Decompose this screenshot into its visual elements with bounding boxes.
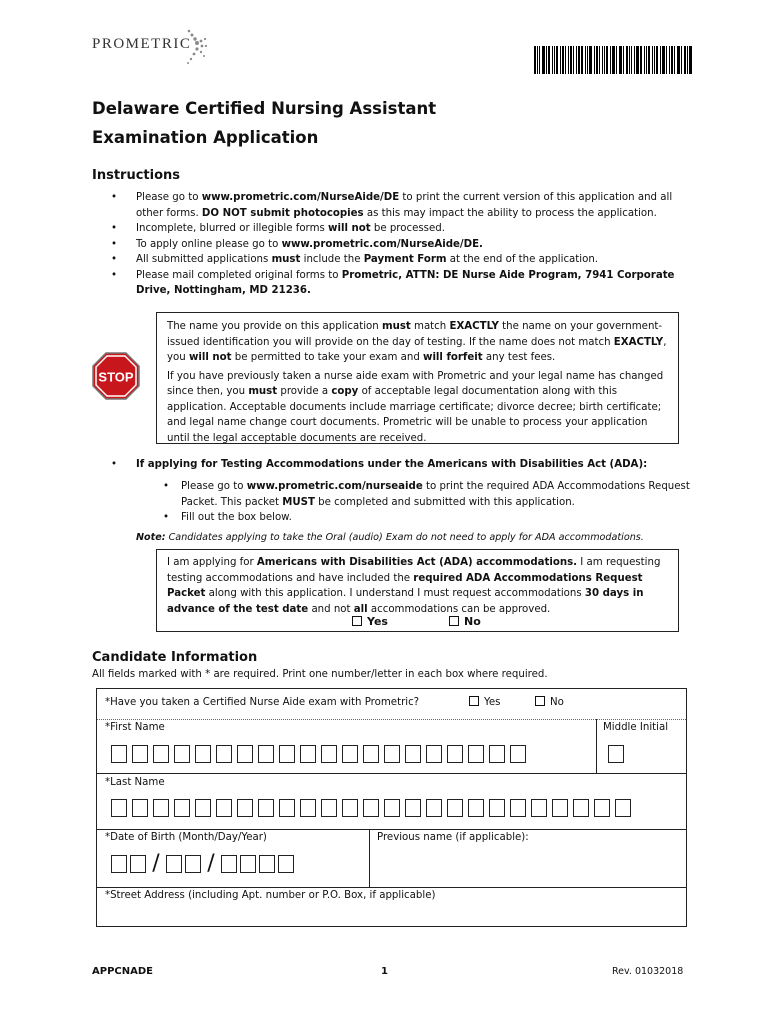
text: To apply online please go to [136, 238, 282, 250]
barcode-image [534, 46, 694, 74]
barcode-bar [534, 46, 536, 74]
barcode-bar [606, 46, 608, 74]
first-name-letter-box[interactable] [111, 745, 127, 763]
form-code: APPCNADE [92, 966, 153, 977]
barcode-bar [568, 46, 569, 74]
text: any test fees. [482, 352, 556, 363]
candidate-info-subtext: All fields marked with * are required. Print one number/letter in each box where required. [92, 669, 548, 680]
barcode-bar [585, 46, 586, 74]
first-name-letter-box[interactable] [510, 745, 526, 763]
last-name-boxes[interactable] [111, 799, 631, 817]
barcode-bar [542, 46, 545, 74]
barcode-bar [640, 46, 642, 74]
barcode-bar [565, 46, 566, 74]
dob-year-box[interactable] [240, 855, 256, 873]
barcode-bar [556, 46, 558, 74]
instruction-item [92, 252, 692, 268]
first-name-label: *First Name [105, 722, 165, 733]
last-name-letter-box[interactable] [552, 799, 568, 817]
page-title-line1: Delaware Certified Nursing Assistant [92, 99, 437, 118]
barcode-bar [623, 46, 624, 74]
first-name-letter-box[interactable] [321, 745, 337, 763]
note-text: Candidates applying to take the Oral (audio) Exam do not need to apply for ADA accommodations. [165, 532, 644, 543]
first-name-letter-box[interactable] [405, 745, 421, 763]
emphasis: EXACTLY [449, 321, 499, 332]
barcode-bar [589, 46, 592, 74]
barcode-bar [644, 46, 645, 74]
first-name-letter-box[interactable] [132, 745, 148, 763]
page-title-line2: Examination Application [92, 128, 319, 147]
dob-year-box[interactable] [278, 855, 294, 873]
text: include the [300, 254, 364, 265]
last-name-letter-box[interactable] [489, 799, 505, 817]
barcode-bar [646, 46, 647, 74]
barcode-bar [636, 46, 639, 74]
middle-initial-label: Middle Initial [603, 722, 669, 733]
revision-code: Rev. 01032018 [612, 966, 684, 977]
first-name-letter-box[interactable] [426, 745, 442, 763]
barcode-bar [599, 46, 600, 74]
first-name-letter-box[interactable] [279, 745, 295, 763]
emphasis: copy [331, 386, 359, 397]
date-separator: / [152, 851, 160, 876]
instruction-item [92, 268, 692, 299]
prior-exam-row [97, 689, 686, 720]
name-match-notice-box [156, 312, 679, 444]
last-name-label: *Last Name [105, 777, 165, 788]
text: at the end of the application. [446, 254, 599, 265]
checkbox-icon[interactable] [449, 616, 459, 626]
stop-sign-icon [92, 352, 140, 400]
barcode-bar [626, 46, 628, 74]
instruction-item [92, 237, 692, 253]
note-label: Note: [136, 532, 166, 543]
website-link[interactable]: www.prometric.com/NurseAide/DE. [281, 238, 483, 250]
barcode-bar [539, 46, 540, 74]
last-name-letter-box[interactable] [321, 799, 337, 817]
text: and not [308, 603, 354, 615]
prior-exam-no-option[interactable] [535, 697, 564, 708]
text: of acceptable legal documentation along with this application. Acceptable documents include marriage certificate; divorce decree; birth certificate; and legal name change court documents. Prometric will be unable to process your application until the legal acceptable documents are received. [167, 386, 662, 444]
last-name-letter-box[interactable] [384, 799, 400, 817]
emphasis: will forfeit [423, 352, 483, 363]
barcode-bar [578, 46, 580, 74]
emphasis: all [353, 603, 368, 615]
last-name-letter-box[interactable] [510, 799, 526, 817]
candidate-info-heading: Candidate Information [92, 650, 258, 665]
text: All submitted applications [136, 254, 272, 265]
barcode-bar [687, 46, 688, 74]
ada-sublist [92, 479, 692, 526]
barcode-bar [596, 46, 598, 74]
last-name-letter-box[interactable] [594, 799, 610, 817]
barcode-bar [604, 46, 605, 74]
barcode-bar [629, 46, 630, 74]
ada-request-text [167, 555, 668, 617]
text: to print the current version of this application and all other forms. [136, 192, 673, 219]
text: Please go to [181, 481, 247, 492]
barcode-bar [552, 46, 553, 74]
barcode-bar [548, 46, 550, 74]
first-name-letter-box[interactable] [216, 745, 232, 763]
ada-item [92, 510, 692, 526]
website-link[interactable]: www.prometric.com/nurseaide [246, 481, 423, 492]
barcode-bar [652, 46, 653, 74]
ada-heading-list [92, 457, 692, 473]
barcode-bar [594, 46, 595, 74]
barcode-bar [677, 46, 678, 74]
previous-name-label[interactable]: Previous name (if applicable): [377, 832, 529, 843]
prior-exam-yes-option[interactable] [469, 697, 500, 708]
emphasis: must [381, 321, 411, 332]
last-name-letter-box[interactable] [279, 799, 295, 817]
street-address-row[interactable] [97, 887, 686, 927]
text: to print the required ADA Accommodations Request Packet. This packet [181, 481, 690, 508]
text: I am applying for [167, 557, 257, 568]
first-name-letter-box[interactable] [237, 745, 253, 763]
text: Fill out the box below. [181, 512, 292, 523]
emphasis: must [271, 254, 301, 265]
no-label: No [464, 615, 481, 628]
text: Please mail completed original forms to [136, 269, 342, 281]
first-name-letter-box[interactable] [447, 745, 463, 763]
barcode-bar [573, 46, 574, 74]
checkbox-icon[interactable] [352, 616, 362, 626]
emphasis: MUST [282, 496, 315, 508]
barcode-bar [576, 46, 577, 74]
text: Please go to [136, 192, 202, 203]
text: I am requesting testing accommodations and have included the [167, 557, 661, 584]
dob-row [97, 829, 686, 888]
candidate-info-form [96, 688, 687, 927]
checkbox-icon[interactable] [535, 696, 545, 706]
prometric-logo-mark-icon [184, 27, 210, 67]
middle-initial-box[interactable] [608, 745, 624, 763]
street-address-label: *Street Address (including Apt. number or P.O. Box, if applicable) [105, 890, 436, 901]
barcode-bar [619, 46, 620, 74]
first-name-letter-box[interactable] [258, 745, 274, 763]
ada-heading-text: If applying for Testing Accommodations under the Americans with Disabilities Act (ADA): [136, 459, 648, 470]
first-name-letter-box[interactable] [174, 745, 190, 763]
text: match [410, 321, 450, 332]
last-name-letter-box[interactable] [153, 799, 169, 817]
first-name-letter-box[interactable] [153, 745, 169, 763]
barcode-bar [562, 46, 565, 74]
divider [596, 719, 597, 773]
barcode-bar [656, 46, 658, 74]
text: Incomplete, blurred or illegible forms [136, 223, 329, 234]
last-name-letter-box[interactable] [342, 799, 358, 817]
barcode-bar [620, 46, 622, 74]
stop-sign-label: STOP [98, 369, 134, 385]
text: If you have previously taken a nurse aide exam with Prometric and your legal name has changed since then, you [167, 370, 664, 397]
dob-month-box[interactable] [130, 855, 146, 873]
first-name-letter-box[interactable] [489, 745, 505, 763]
text: , you [167, 336, 667, 363]
yes-label: Yes [484, 697, 501, 708]
barcode-bar [669, 46, 670, 74]
instructions-list [92, 190, 692, 299]
first-name-letter-box[interactable] [195, 745, 211, 763]
ada-yes-option[interactable] [352, 614, 388, 630]
first-name-row [97, 719, 686, 774]
divider [369, 829, 370, 887]
text: as this may impact the ability to process the application. [363, 207, 657, 219]
last-name-letter-box[interactable] [468, 799, 484, 817]
emphasis: required ADA Accommodations Request Packet [167, 572, 643, 599]
barcode-bar [660, 46, 661, 74]
barcode-bar [612, 46, 615, 74]
emphasis: DO NOT submit photocopies [201, 207, 364, 219]
barcode-bar [684, 46, 686, 74]
yes-label: Yes [367, 615, 388, 628]
last-name-letter-box[interactable] [216, 799, 232, 817]
first-name-letter-box[interactable] [384, 745, 400, 763]
notice-paragraph-2 [167, 369, 668, 447]
dob-year-box[interactable] [221, 855, 237, 873]
last-name-letter-box[interactable] [426, 799, 442, 817]
prometric-logo-text: PROMETRIC [92, 36, 192, 52]
barcode-bar [616, 46, 617, 74]
text: be processed. [370, 223, 445, 234]
text: be completed and submitted with this application. [314, 496, 575, 508]
dob-day-box[interactable] [185, 855, 201, 873]
last-name-letter-box[interactable] [174, 799, 190, 817]
first-name-boxes[interactable] [111, 745, 526, 763]
last-name-letter-box[interactable] [573, 799, 589, 817]
instruction-item [92, 221, 692, 237]
barcode-bar [662, 46, 665, 74]
last-name-letter-box[interactable] [258, 799, 274, 817]
emphasis: Payment Form [363, 254, 447, 265]
checkbox-icon[interactable] [469, 696, 479, 706]
barcode-bar [602, 46, 603, 74]
barcode-bar [674, 46, 675, 74]
last-name-letter-box[interactable] [531, 799, 547, 817]
text: along with this application. I understand I must request accommodations [205, 588, 585, 599]
barcode-bar [681, 46, 682, 74]
ada-request-box [156, 549, 679, 632]
first-name-letter-box[interactable] [300, 745, 316, 763]
last-name-row [97, 773, 686, 830]
barcode-bar [654, 46, 655, 74]
last-name-letter-box[interactable] [111, 799, 127, 817]
barcode-bar [546, 46, 547, 74]
last-name-letter-box[interactable] [237, 799, 253, 817]
text: accommodations can be approved. [367, 603, 551, 615]
date-separator: / [207, 851, 215, 876]
barcode-bar [537, 46, 538, 74]
last-name-letter-box[interactable] [132, 799, 148, 817]
instruction-item [92, 190, 692, 221]
barcode-bar [634, 46, 635, 74]
emphasis: will not [328, 223, 371, 234]
barcode-bar [689, 46, 692, 74]
notice-paragraph-1 [167, 319, 668, 366]
no-label: No [550, 697, 564, 708]
barcode-bar [587, 46, 588, 74]
last-name-letter-box[interactable] [363, 799, 379, 817]
first-name-letter-box[interactable] [363, 745, 379, 763]
barcode-bar [671, 46, 673, 74]
barcode-bar [570, 46, 572, 74]
dob-boxes[interactable] [111, 851, 294, 876]
page-number: 1 [381, 966, 388, 977]
dob-label: *Date of Birth (Month/Day/Year) [105, 832, 267, 843]
barcode-bar [631, 46, 632, 74]
barcode-bar [554, 46, 555, 74]
last-name-letter-box[interactable] [195, 799, 211, 817]
last-name-letter-box[interactable] [300, 799, 316, 817]
dob-month-box[interactable] [111, 855, 127, 873]
barcode-bar [666, 46, 667, 74]
emphasis: Americans with Disabilities Act (ADA) accommodations. [256, 557, 578, 568]
website-link[interactable]: www.prometric.com/NurseAide/DE [201, 192, 400, 203]
text: the name on your government-issued identification you will provide on the day of testing. If the name does not match [167, 321, 663, 348]
ada-heading [92, 457, 692, 473]
dob-day-box[interactable] [166, 855, 182, 873]
emphasis: must [248, 386, 278, 397]
text: be permitted to take your exam and [231, 352, 424, 363]
emphasis: 30 days in advance of the test date [167, 588, 644, 615]
barcode-bar [648, 46, 650, 74]
emphasis: EXACTLY [613, 336, 664, 348]
ada-no-option[interactable] [449, 614, 481, 630]
first-name-letter-box[interactable] [468, 745, 484, 763]
last-name-letter-box[interactable] [447, 799, 463, 817]
text: The name you provide on this application [167, 321, 382, 332]
instructions-heading: Instructions [92, 168, 181, 183]
prior-exam-question: *Have you taken a Certified Nurse Aide exam with Prometric? [105, 697, 420, 708]
barcode-bar [581, 46, 583, 74]
emphasis: will not [188, 352, 232, 363]
ada-note [136, 530, 644, 546]
first-name-letter-box[interactable] [342, 745, 358, 763]
dob-year-box[interactable] [259, 855, 275, 873]
barcode-bar [678, 46, 680, 74]
barcode-bar [610, 46, 611, 74]
last-name-letter-box[interactable] [405, 799, 421, 817]
last-name-letter-box[interactable] [615, 799, 631, 817]
ada-item [92, 479, 692, 510]
mailing-address: Prometric, ATTN: DE Nurse Aide Program, 7941 Corporate Drive, Nottingham, MD 21236. [136, 269, 675, 296]
barcode-bar [560, 46, 561, 74]
text: provide a [277, 386, 332, 397]
